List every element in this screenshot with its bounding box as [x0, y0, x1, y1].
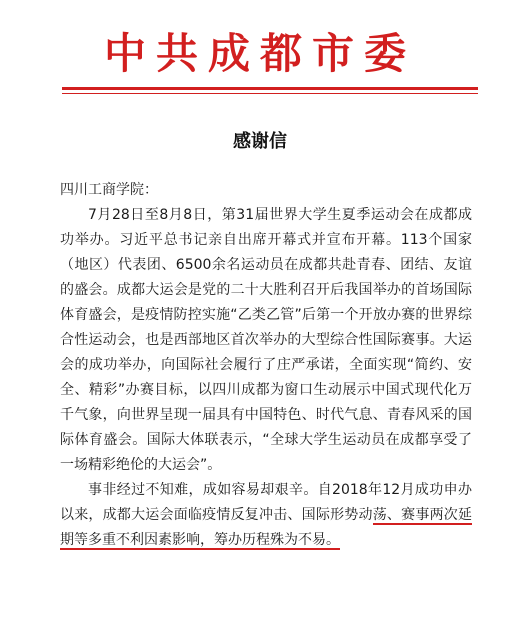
letter-paragraph-2-text: 事非经过不知难，成如容易却艰辛。自2018年12月成功申办以来，成都大运会面临疫情反复冲击、国际形势动 — [60, 482, 472, 523]
letterhead-rule-thick — [62, 87, 478, 90]
letter-body — [60, 178, 472, 553]
letter-paragraph-2-underlined-text: 荡、赛事两次延期等多重不利因素影响，筹办历程殊为不易。 — [60, 507, 473, 548]
letterhead-rule-thin — [62, 93, 478, 94]
letterhead-org-name: 中共成都市委 — [103, 29, 416, 78]
letter-paragraph-2 — [60, 478, 472, 553]
letter-paragraph-1: 7月28日至8月8日，第31届世界大学生夏季运动会在成都成功举办。习近平总书记亲自出席开幕式并宣布开幕。113个国家（地区）代表团、6500余名运动员在成都共赴青春、团结、友谊的盛会。成都大运会是党的二十大胜利召开后我国举办的首场国际体育盛会，是疫情防控实施“乙类乙管”后第一个开放办赛的世界综合性运动会，也是西部地区首次举办的大型综合性国际赛事。大运会的成功举办，向国际社会履行了庄严承诺，全面实现“简约、安全、精彩”办赛目标，以四川成都为窗口生动展示中国式现代化万千气象，向世界呈现一届具有中国特色、时代气息、青春风采的国际体育盛会。国际大体联表示，“全球大学生运动员在成都享受了一场精彩绝伦的大运会”。 — [60, 207, 472, 473]
letter-salutation: 四川工商学院： — [60, 182, 158, 198]
letter-title: 感谢信 — [233, 131, 287, 152]
